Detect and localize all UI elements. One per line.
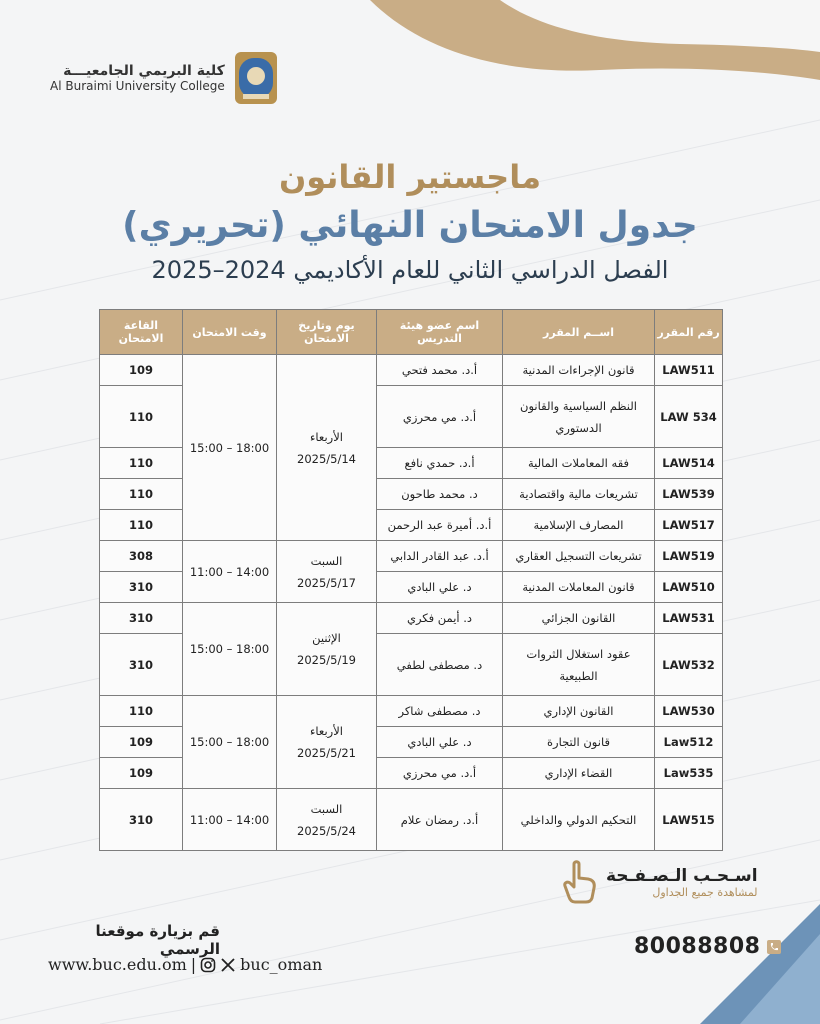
exam-time: 15:00 – 18:00 <box>183 603 277 696</box>
college-name-arabic: كلية البريمي الجامعيـــة <box>63 63 225 79</box>
table-row <box>100 696 723 727</box>
course-code: LAW510 <box>655 572 723 603</box>
exam-room: 110 <box>100 386 183 448</box>
exam-day-date <box>277 603 377 696</box>
phone-number[interactable]: 80088808 <box>634 934 761 959</box>
exam-day: الأربعاء <box>310 724 343 738</box>
program-title: ماجستير القانون <box>278 158 542 196</box>
exam-room: 310 <box>100 572 183 603</box>
course-code: LAW517 <box>655 510 723 541</box>
separator: | <box>190 955 197 974</box>
table-header-row <box>100 310 723 355</box>
instructor-name: د. علي البادي <box>377 727 503 758</box>
exam-day-date <box>277 355 377 541</box>
swipe-hint <box>560 860 758 904</box>
exam-day: الأربعاء <box>310 429 343 444</box>
instructor-name: أ.د. رمضان علام <box>377 789 503 851</box>
corner-decoration <box>680 894 820 1024</box>
instructor-name: د. أيمن فكري <box>377 603 503 634</box>
instructor-name: د. مصطفى شاكر <box>377 696 503 727</box>
course-name: تشريعات التسجيل العقاري <box>503 541 655 572</box>
instructor-name: د. مصطفى لطفي <box>377 634 503 696</box>
exam-time: 11:00 – 14:00 <box>183 541 277 603</box>
exam-date: 2025/5/21 <box>297 746 356 760</box>
course-name: القانون الجزائي <box>503 603 655 634</box>
course-code: LAW 534 <box>655 386 723 448</box>
exam-day-date <box>277 789 377 851</box>
course-code: Law512 <box>655 727 723 758</box>
header-course-code: رقم المقرر <box>655 310 723 355</box>
x-twitter-icon[interactable] <box>220 957 236 973</box>
exam-date: 2025/5/14 <box>297 451 356 466</box>
exam-day: السبت <box>310 553 343 568</box>
course-code: LAW531 <box>655 603 723 634</box>
course-code: LAW511 <box>655 355 723 386</box>
exam-room: 310 <box>100 603 183 634</box>
course-name: المصارف الإسلامية <box>503 510 655 541</box>
course-name: النظم السياسية والقانون الدستوري <box>503 386 655 448</box>
course-name: قانون الإجراءات المدنية <box>503 355 655 386</box>
instructor-name: أ.د. محمد فتحي <box>377 355 503 386</box>
course-code: LAW519 <box>655 541 723 572</box>
table-row <box>100 541 723 572</box>
exam-room: 110 <box>100 448 183 479</box>
exam-room: 308 <box>100 541 183 572</box>
course-name: تشريعات مالية واقتصادية <box>503 479 655 510</box>
exam-title: جدول الامتحان النهائي (تحريري) <box>122 205 698 246</box>
exam-day: السبت <box>310 801 343 816</box>
exam-room: 310 <box>100 789 183 851</box>
exam-day-date <box>277 696 377 789</box>
swipe-subtitle: لمشاهدة جميع الجداول <box>652 885 758 899</box>
course-code: LAW539 <box>655 479 723 510</box>
phone-icon <box>766 939 782 955</box>
exam-room: 110 <box>100 510 183 541</box>
course-name: عقود استغلال الثروات الطبيعية <box>503 634 655 696</box>
instructor-name: د. علي البادي <box>377 572 503 603</box>
exam-day-date <box>277 541 377 603</box>
exam-room: 110 <box>100 479 183 510</box>
course-name: قانون المعاملات المدنية <box>503 572 655 603</box>
exam-date: 2025/5/19 <box>297 653 356 667</box>
semester-title: الفصل الدراسي الثاني للعام الأكاديمي 2024–2025 <box>151 256 669 284</box>
instructor-name: أ.د. مي محرزي <box>377 386 503 448</box>
instructor-name: أ.د. حمدي نافع <box>377 448 503 479</box>
website-link[interactable]: www.buc.edu.om <box>48 955 187 974</box>
course-code: Law535 <box>655 758 723 789</box>
instructor-name: أ.د. عبد القادر الدابي <box>377 541 503 572</box>
header-exam-date: يوم وتاريخ الامتحان <box>277 310 377 355</box>
course-code: LAW515 <box>655 789 723 851</box>
college-brand <box>50 50 279 106</box>
college-logo-icon <box>233 50 279 106</box>
exam-room: 109 <box>100 355 183 386</box>
exam-room: 109 <box>100 758 183 789</box>
instagram-icon[interactable] <box>200 957 216 973</box>
header-exam-room: القاعة الامتحان <box>100 310 183 355</box>
exam-time: 15:00 – 18:00 <box>183 355 277 541</box>
visit-website-text: قم بزيارة موقعنا الرسمي <box>95 922 220 958</box>
course-name: القانون الإداري <box>503 696 655 727</box>
course-name: القضاء الإداري <box>503 758 655 789</box>
course-code: LAW532 <box>655 634 723 696</box>
course-name: قانون التجارة <box>503 727 655 758</box>
table-row <box>100 603 723 634</box>
course-code: LAW530 <box>655 696 723 727</box>
exam-room: 110 <box>100 696 183 727</box>
table-row <box>100 789 723 851</box>
social-handle[interactable]: buc_oman <box>240 955 323 974</box>
course-name: فقه المعاملات المالية <box>503 448 655 479</box>
exam-room: 109 <box>100 727 183 758</box>
exam-date: 2025/5/24 <box>297 823 356 838</box>
exam-day: الإثنين <box>312 631 341 645</box>
exam-schedule-table <box>99 309 723 851</box>
exam-date: 2025/5/17 <box>297 575 356 590</box>
college-name-english: Al Buraimi University College <box>50 79 225 93</box>
course-code: LAW514 <box>655 448 723 479</box>
hand-swipe-icon <box>560 860 600 904</box>
instructor-name: أ.د. أميرة عبد الرحمن <box>377 510 503 541</box>
phone-contact <box>634 934 782 959</box>
instructor-name: د. محمد طاحون <box>377 479 503 510</box>
exam-time: 11:00 – 14:00 <box>183 789 277 851</box>
header-exam-time: وقت الامتحان <box>183 310 277 355</box>
header-instructor: اسم عضو هيئة التدريس <box>377 310 503 355</box>
swipe-title: اسـحـب الـصـفـحة <box>606 865 758 886</box>
exam-time: 15:00 – 18:00 <box>183 696 277 789</box>
social-links <box>48 955 322 974</box>
exam-room: 310 <box>100 634 183 696</box>
course-name: التحكيم الدولي والداخلي <box>503 789 655 851</box>
header-course-name: اســم المقرر <box>503 310 655 355</box>
instructor-name: أ.د. مي محرزي <box>377 758 503 789</box>
table-row <box>100 355 723 386</box>
